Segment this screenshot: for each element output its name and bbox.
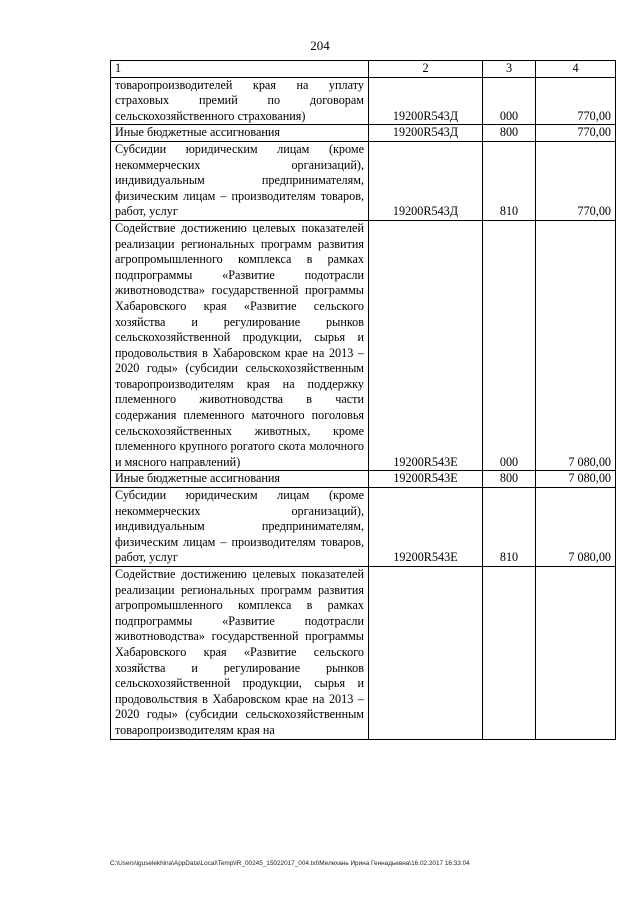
- row-description: Субсидии юридическим лицам (кроме некоммерческих организаций), индивидуальным предпринимателям, физическим лицам – производителям товаров, работ, услуг: [111, 141, 369, 220]
- budget-table: [110, 60, 616, 740]
- table-row: [111, 488, 616, 567]
- row-expense-type: 800: [483, 125, 536, 142]
- row-target-code: 19200R543Е: [369, 220, 483, 471]
- table-row: [111, 567, 616, 740]
- row-expense-type: [483, 567, 536, 740]
- table-row: [111, 125, 616, 142]
- row-target-code: [369, 567, 483, 740]
- row-description: Содействие достижению целевых показателей реализации региональных программ развития агропромышленного комплекса в рамках подпрограммы «Развитие подотрасли животноводства» государственной программы Хабаровского края «Развитие сельского хозяйства и регулирование рынков сельскохозяйственной продукции, сырья и продовольствия в Хабаровском крае на 2013 – 2020 годы» (субсидии сельскохозяйственным товаропроизводителям края на поддержку племенного животноводства в части содержания племенного маточного поголовья сельскохозяйственных животных, кроме племенного крупного рогатого скота молочного и мясного направлений): [111, 220, 369, 471]
- row-amount: 7 080,00: [536, 471, 616, 488]
- row-amount: 7 080,00: [536, 220, 616, 471]
- row-expense-type: 810: [483, 488, 536, 567]
- row-expense-type: 800: [483, 471, 536, 488]
- row-amount: 770,00: [536, 77, 616, 125]
- row-expense-type: 810: [483, 141, 536, 220]
- row-amount: 7 080,00: [536, 488, 616, 567]
- row-target-code: 19200R543Е: [369, 471, 483, 488]
- header-col-4: 4: [536, 61, 616, 78]
- row-description: товаропроизводителей края на уплату страховых премий по договорам сельскохозяйственного страхования): [111, 77, 369, 125]
- row-description: Содействие достижению целевых показателей реализации региональных программ развития агропромышленного комплекса в рамках подпрограммы «Развитие подотрасли животноводства» государственной программы Хабаровского края «Развитие сельского хозяйства и регулирование рынков сельскохозяйственной продукции, сырья и продовольствия в Хабаровском крае на 2013 – 2020 годы» (субсидии сельскохозяйственным товаропроизводителям края на: [111, 567, 369, 740]
- header-col-1: 1: [111, 61, 369, 78]
- header-col-3: 3: [483, 61, 536, 78]
- row-description: Субсидии юридическим лицам (кроме некоммерческих организаций), индивидуальным предпринимателям, физическим лицам – производителям товаров, работ, услуг: [111, 488, 369, 567]
- row-expense-type: 000: [483, 220, 536, 471]
- header-col-2: 2: [369, 61, 483, 78]
- table-row: [111, 77, 616, 125]
- row-target-code: 19200R543Д: [369, 77, 483, 125]
- page-number: 204: [310, 38, 330, 53]
- row-target-code: 19200R543Е: [369, 488, 483, 567]
- row-amount: 770,00: [536, 125, 616, 142]
- row-target-code: 19200R543Д: [369, 125, 483, 142]
- file-path-footer: C:\Users\iguselekhina\AppData\Local\Temp\IR_00245_15022017_004.txt\Мелехань Ирина Геннадьевна\16.02.2017 16:33:04: [110, 860, 470, 867]
- row-target-code: 19200R543Д: [369, 141, 483, 220]
- table-row: [111, 471, 616, 488]
- table-row: [111, 141, 616, 220]
- row-expense-type: 000: [483, 77, 536, 125]
- row-description: Иные бюджетные ассигнования: [111, 125, 369, 142]
- row-amount: 770,00: [536, 141, 616, 220]
- row-description: Иные бюджетные ассигнования: [111, 471, 369, 488]
- table-row: [111, 220, 616, 471]
- table-header-row: [111, 61, 616, 78]
- row-amount: [536, 567, 616, 740]
